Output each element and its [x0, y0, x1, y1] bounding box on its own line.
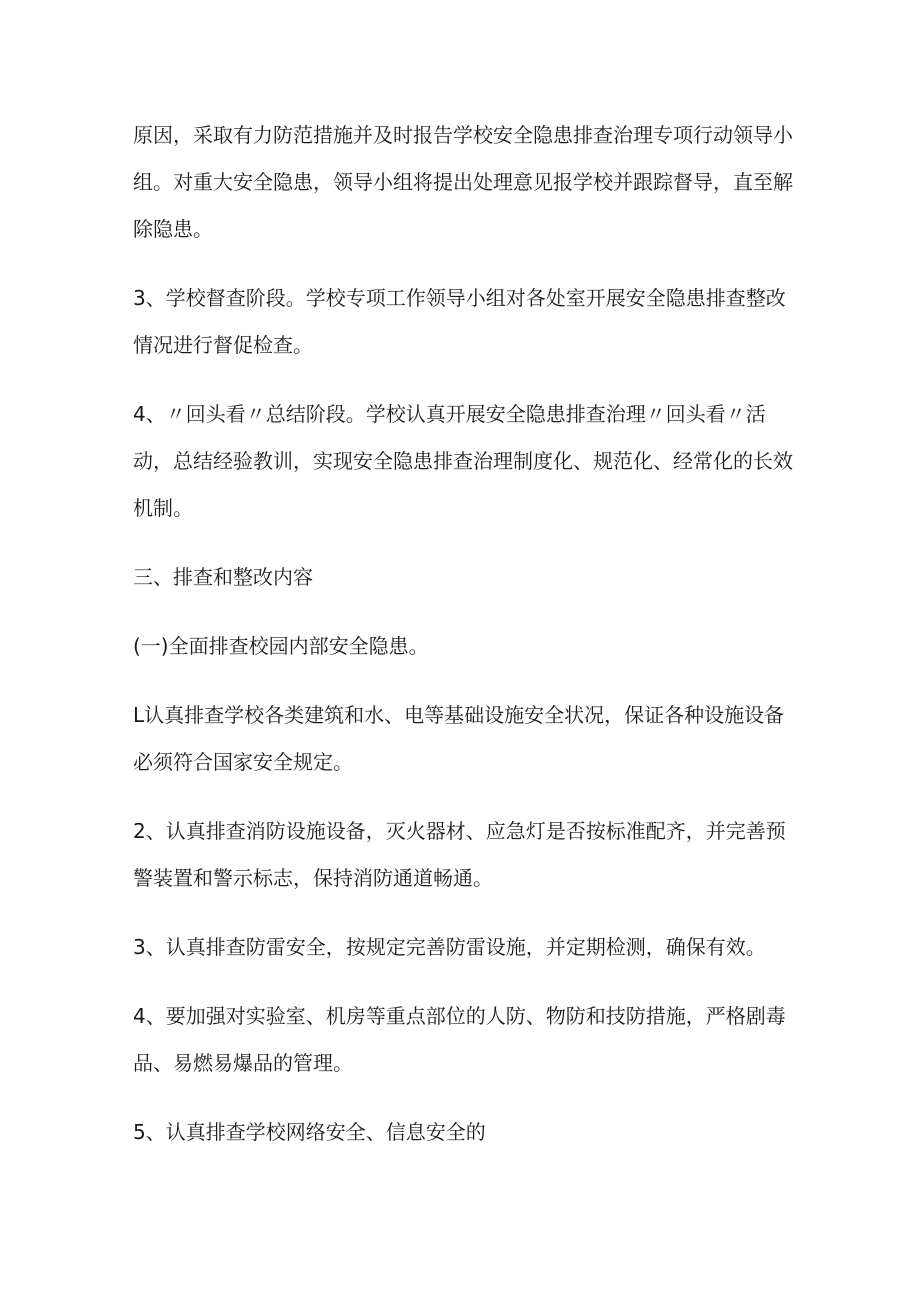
paragraph-stage-3: 3、学校督查阶段。学校专项工作领导小组对各处室开展安全隐患排查整改情况进行督促检查。: [133, 286, 786, 357]
list-item-2: 2、认真排查消防设施设备，灭火器材、应急灯是否按标准配齐，并完善预警装置和警示标志，保持消防通道畅通。: [133, 819, 786, 890]
paragraph-stage-4: 4、〃回头看〃总结阶段。学校认真开展安全隐患排查治理〃回头看〃活动，总结经验教训，实现安全隐患排查治理制度化、规范化、经常化的长效机制。: [133, 402, 793, 520]
subsection-heading-1: (一)全面排查校园内部安全隐患。: [133, 634, 429, 658]
section-heading-3: 三、排查和整改内容: [133, 565, 313, 589]
list-item-1: L认真排查学校各类建筑和水、电等基础设施安全状况，保证各种设施设备必须符合国家安全规定。: [133, 703, 785, 774]
list-item-4: 4、要加强对实验室、机房等重点部位的人防、物防和技防措施，严格剧毒品、易燃易爆品的管理。: [133, 1004, 786, 1075]
list-item-3: 3、认真排查防雷安全，按规定完善防雷设施，并定期检测，确保有效。: [133, 935, 766, 959]
document-body: [133, 112, 798, 1156]
list-item-5: 5、认真排查学校网络安全、信息安全的: [133, 1120, 486, 1144]
paragraph-continuation: 原因，采取有力防范措施并及时报告学校安全隐患排查治理专项行动领导小组。对重大安全隐患，领导小组将提出处理意见报学校并跟踪督导，直至解除隐患。: [133, 123, 793, 241]
